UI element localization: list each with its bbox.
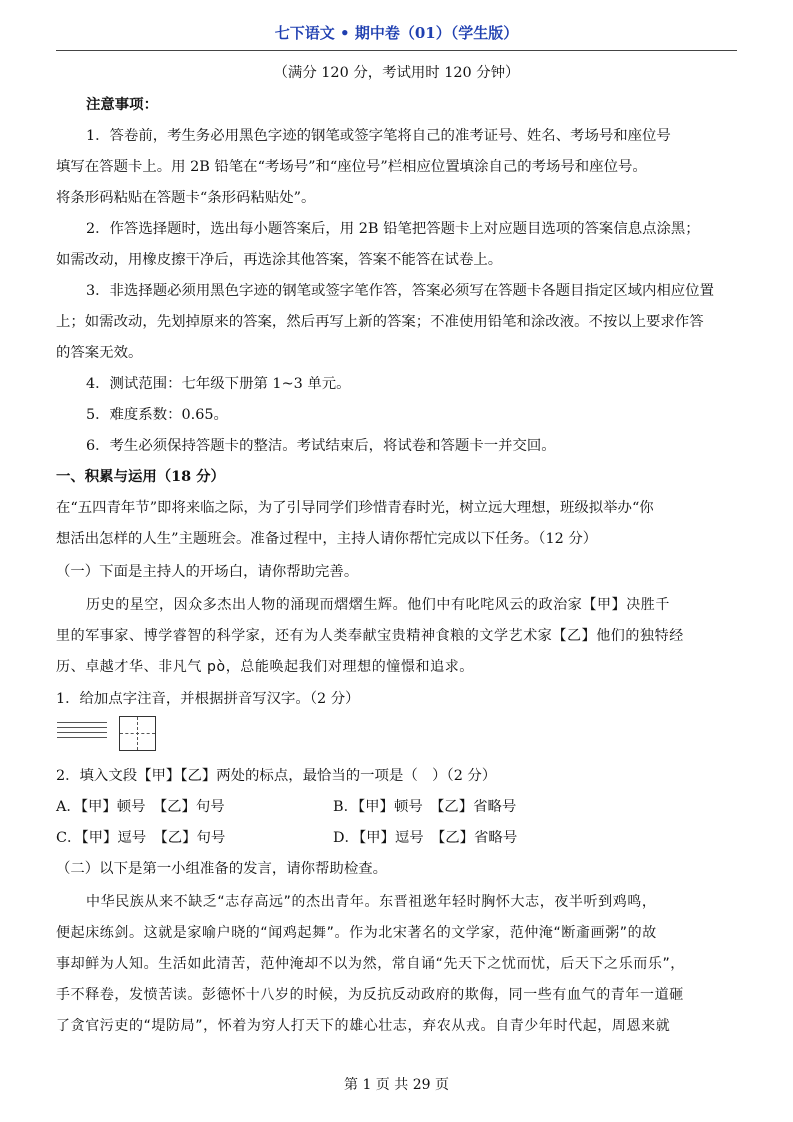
section-title: 一、积累与运用（18 分） — [56, 468, 225, 485]
page-footer: 第 1 页 共 29 页 — [344, 1077, 449, 1093]
part-title: （二）以下是第一小组准备的发言，请你帮助检查。 — [56, 861, 387, 877]
notice-line: 填写在答题卡上。用 2B 铅笔在“考场号”和“座位号”栏相应位置填涂自己的考场号和座位号。 — [56, 159, 647, 175]
page-header-title: 七下语文 • 期中卷（01）（学生版） — [274, 24, 519, 42]
passage-line: 中华民族从来不缺乏“志存高远”的杰出青年。东晋祖逖年轻时胸怀大志，夜半听到鸡鸣， — [86, 894, 657, 910]
question-2: 2．填入文段【甲】【乙】两处的标点，最恰当的一项是（ ）（2 分） — [56, 768, 497, 784]
passage-line: 手不释卷，发愤苦读。彭德怀十八岁的时候，为反抗反动政府的欺侮，同一些有血气的青年一道砸 — [56, 987, 684, 1003]
section-intro: 在“五四青年节”即将来临之际，为了引导同学们珍惜青春时光，树立远大理想，班级拟举办“你 — [56, 500, 654, 516]
exam-info: （满分 120 分，考试用时 120 分钟） — [273, 65, 520, 81]
part-title: （一）下面是主持人的开场白，请你帮助完善。 — [56, 564, 359, 580]
passage-line: 历史的星空，因众多杰出人物的涌现而熠熠生辉。他们中有叱咤风云的政治家【甲】决胜千 — [86, 597, 670, 613]
notice-line: 的答案无效。 — [56, 345, 143, 361]
option-a: A．【甲】顿号 【乙】句号 — [56, 799, 225, 815]
question-1: 1．给加点字注音，并根据拼音写汉字。（2 分） — [56, 691, 360, 707]
answer-blank-lines[interactable] — [57, 722, 107, 744]
tian-zi-ge-box[interactable] — [119, 716, 156, 751]
notice-line: 6．考生必须保持答题卡的整洁。考试结束后，将试卷和答题卡一并交回。 — [86, 438, 556, 454]
notice-line: 1．答卷前，考生务必用黑色字迹的钢笔或签字笔将自己的准考证号、姓名、考场号和座位号 — [86, 128, 671, 144]
notice-title: 注意事项： — [86, 96, 158, 113]
notice-line: 2．作答选择题时，选出每小题答案后，用 2B 铅笔把答题卡上对应题目选项的答案信息点涂黑； — [86, 221, 700, 237]
section-intro: 想活出怎样的人生”主题班会。准备过程中，主持人请你帮忙完成以下任务。（12 分） — [56, 531, 598, 547]
option-d: D．【甲】逗号 【乙】省略号 — [333, 830, 518, 846]
option-b: B．【甲】顿号 【乙】省略号 — [333, 799, 517, 815]
notice-line: 如需改动，用橡皮擦干净后，再选涂其他答案，答案不能答在试卷上。 — [56, 252, 503, 268]
notice-line: 上；如需改动，先划掉原来的答案，然后再写上新的答案；不准使用铅笔和涂改液。不按以上要求作答 — [56, 314, 704, 330]
notice-line: 将条形码粘贴在答题卡“条形码粘贴处”。 — [56, 190, 316, 206]
option-c: C．【甲】逗号 【乙】句号 — [56, 830, 226, 846]
passage-line: 便起床练剑。这就是家喻户晓的“闻鸡起舞”。作为北宋著名的文学家，范仲淹“断齑画粥”的故 — [56, 925, 657, 941]
notice-line: 5．难度系数：0.65。 — [86, 407, 228, 423]
passage-line: 了贪官污吏的“堤防局”，怀着为穷人打天下的雄心壮志，弃农从戎。自青少年时代起，周恩来就 — [56, 1018, 671, 1034]
passage-line: 事却鲜为人知。生活如此清苦，范仲淹却不以为然，常自诵“先天下之忧而忧，后天下之乐而乐”， — [56, 956, 685, 972]
passage-line: 历、卓越才华、非凡气 pò，总能唤起我们对理想的憧憬和追求。 — [56, 659, 474, 675]
notice-line: 4．测试范围：七年级下册第 1~3 单元。 — [86, 376, 351, 392]
header-divider — [56, 50, 737, 51]
notice-line: 3．非选择题必须用黑色字迹的钢笔或签字笔作答，答案必须写在答题卡各题目指定区域内相应位置 — [86, 283, 714, 299]
passage-line: 里的军事家、博学睿智的科学家，还有为人类奉献宝贵精神食粮的文学艺术家【乙】他们的独特经 — [56, 628, 684, 644]
